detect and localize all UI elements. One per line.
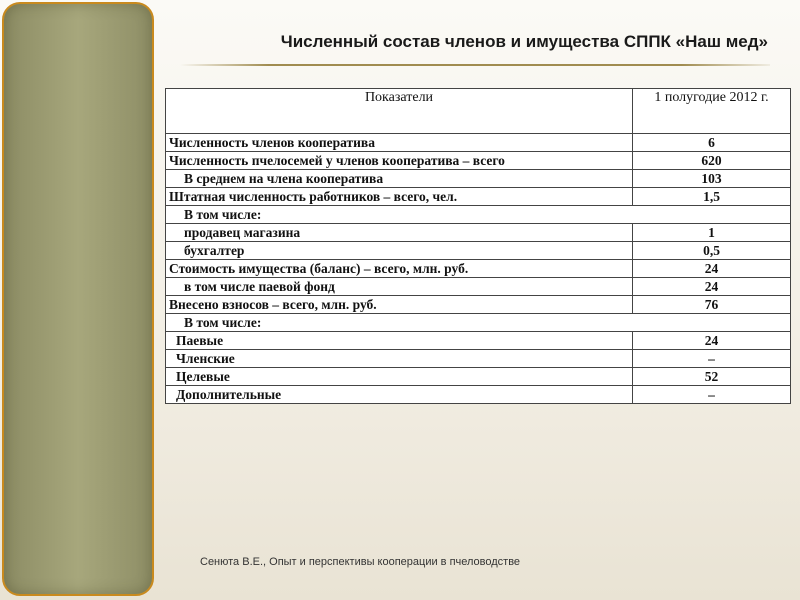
decorative-side-panel <box>2 2 154 596</box>
row-label: Паевые <box>166 332 633 350</box>
footer-citation: Сенюта В.Е., Опыт и перспективы кооперации в пчеловодстве <box>200 556 521 568</box>
header-indicators: Показатели <box>166 89 633 134</box>
row-label: Дополнительные <box>166 386 633 404</box>
row-label: Членские <box>166 350 633 368</box>
table-row <box>166 350 791 368</box>
row-value: 103 <box>633 170 791 188</box>
title-divider <box>180 64 770 66</box>
row-value: 6 <box>633 134 791 152</box>
row-label: продавец магазина <box>166 224 633 242</box>
row-value: – <box>633 350 791 368</box>
row-value: 24 <box>633 278 791 296</box>
row-value: 76 <box>633 296 791 314</box>
table-header-row <box>166 89 791 134</box>
row-label: В том числе: <box>166 314 791 332</box>
row-label: Целевые <box>166 368 633 386</box>
slide-title: Численный состав членов и имущества СППК «Наш мед» <box>280 32 768 51</box>
table-row <box>166 206 791 224</box>
table-body <box>166 134 791 404</box>
table-row <box>166 296 791 314</box>
row-label: Численность пчелосемей у членов кооператива – всего <box>166 152 633 170</box>
row-value: 24 <box>633 332 791 350</box>
row-label: В среднем на члена кооператива <box>166 170 633 188</box>
row-value: 1,5 <box>633 188 791 206</box>
table-row <box>166 278 791 296</box>
row-value: 52 <box>633 368 791 386</box>
table-row <box>166 314 791 332</box>
row-value: 24 <box>633 260 791 278</box>
header-period: 1 полугодие 2012 г. <box>633 89 791 134</box>
table-row <box>166 224 791 242</box>
row-label: Стоимость имущества (баланс) – всего, млн. руб. <box>166 260 633 278</box>
row-value: – <box>633 386 791 404</box>
row-value: 620 <box>633 152 791 170</box>
table-row <box>166 386 791 404</box>
row-label: Численность членов кооператива <box>166 134 633 152</box>
table-row <box>166 332 791 350</box>
table-row <box>166 260 791 278</box>
row-label: в том числе паевой фонд <box>166 278 633 296</box>
table-row <box>166 242 791 260</box>
row-value: 1 <box>633 224 791 242</box>
table-row <box>166 152 791 170</box>
row-label: Штатная численность работников – всего, чел. <box>166 188 633 206</box>
indicators-table <box>165 88 791 404</box>
row-label: Внесено взносов – всего, млн. руб. <box>166 296 633 314</box>
row-label: бухгалтер <box>166 242 633 260</box>
table-row <box>166 368 791 386</box>
table-row <box>166 134 791 152</box>
table-row <box>166 188 791 206</box>
row-value: 0,5 <box>633 242 791 260</box>
row-label: В том числе: <box>166 206 791 224</box>
table-row <box>166 170 791 188</box>
